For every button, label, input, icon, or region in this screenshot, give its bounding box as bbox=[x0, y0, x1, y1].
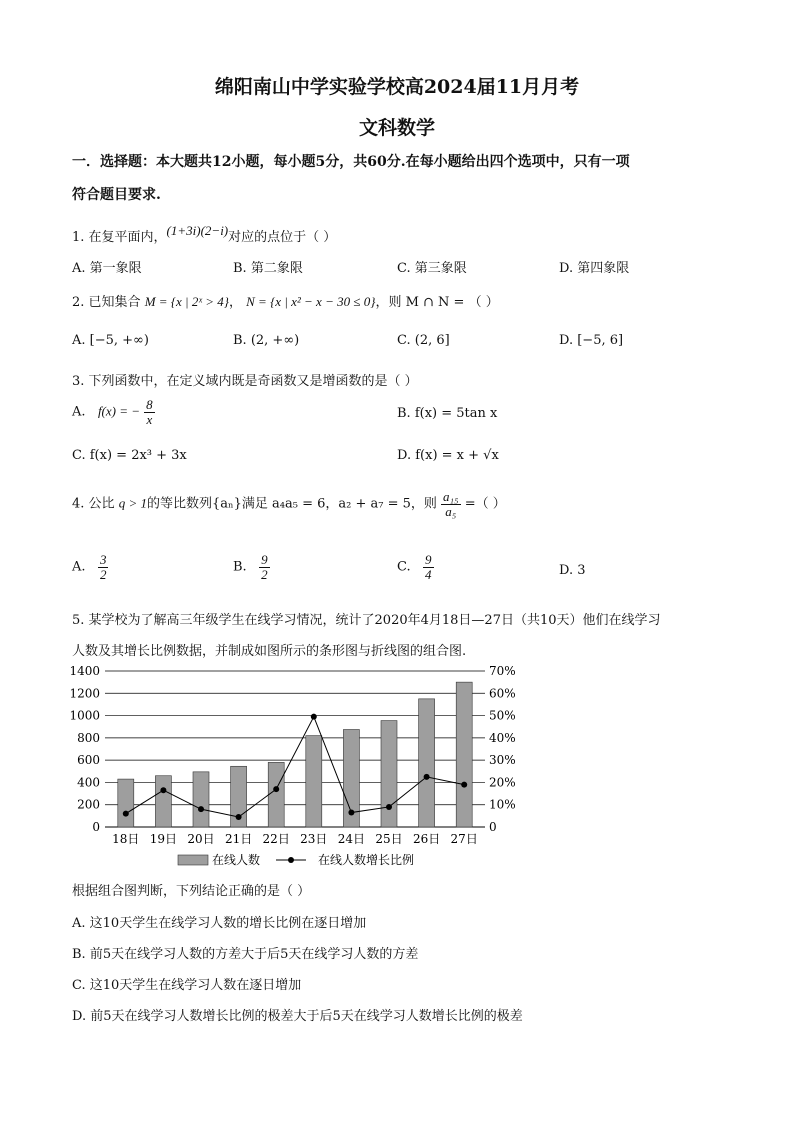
q3-option-c: C. f(x) = 2x³ + 3x bbox=[72, 448, 187, 463]
q4-option-c-fraction bbox=[423, 553, 434, 581]
q4-option-a-numerator: 3 bbox=[99, 552, 107, 567]
category-label: 20日 bbox=[187, 832, 215, 846]
q2-set-n: N = {x | x² − x − 30 ≤ 0} bbox=[246, 294, 376, 309]
category-label: 21日 bbox=[224, 832, 253, 846]
q4-prefix: 4. 公比 bbox=[72, 496, 115, 512]
q4-option-b-fraction bbox=[259, 553, 270, 581]
left-tick-label: 1200 bbox=[69, 686, 100, 701]
left-tick-label: 800 bbox=[77, 730, 100, 745]
bar bbox=[268, 762, 284, 827]
category-label: 18日 bbox=[112, 832, 140, 846]
bar bbox=[155, 776, 171, 827]
q5-stem-line2: 人数及其增长比例数据，并制成如图所示的条形图与折线图的组合图. bbox=[72, 644, 467, 659]
q4-stem bbox=[72, 490, 506, 518]
q4-suffix: =（ ） bbox=[464, 496, 506, 512]
q4-option-a-denominator: 2 bbox=[99, 566, 107, 582]
q5-option-c: C. 这10天学生在线学习人数在逐日增加 bbox=[72, 978, 302, 993]
category-label: 19日 bbox=[149, 832, 178, 846]
q2-suffix: ，则 M ∩ N = （ ） bbox=[375, 295, 499, 310]
q1-prefix: 1. 在复平面内， bbox=[72, 230, 167, 245]
q3-stem: 3. 下列函数中，在定义域内既是奇函数又是增函数的是（ ） bbox=[72, 374, 418, 389]
q1-option-a: A. 第一象限 bbox=[72, 261, 142, 276]
left-axis-ticks bbox=[69, 664, 100, 834]
q5-option-b: B. 前5天在线学习人数的方差大于后5天在线学习人数的方差 bbox=[72, 947, 419, 962]
q3-option-a-fraction bbox=[144, 398, 155, 426]
page-title: 绵阳南山中学实验学校高2024届11月月考 bbox=[214, 76, 580, 98]
combo-chart bbox=[60, 660, 530, 875]
q1-suffix: 对应的点位于（ ） bbox=[228, 230, 337, 245]
bar bbox=[193, 772, 209, 827]
q4-option-b-label: B. bbox=[233, 559, 247, 575]
legend-bar-label: 在线人数 bbox=[212, 853, 261, 867]
chart-legend bbox=[178, 852, 414, 867]
q5-option-a: A. 这10天学生在线学习人数的增长比例在逐日增加 bbox=[72, 916, 367, 931]
right-tick-label: 10% bbox=[489, 797, 516, 812]
q5-question: 根据组合图判断，下列结论正确的是（ ） bbox=[72, 884, 311, 899]
line-point bbox=[424, 774, 430, 780]
bar bbox=[456, 682, 472, 827]
left-tick-label: 400 bbox=[77, 775, 100, 790]
q4-option-c-numerator: 9 bbox=[425, 552, 432, 567]
category-label: 25日 bbox=[375, 832, 403, 846]
right-tick-label: 70% bbox=[489, 664, 516, 678]
q2-option-c: C. (2, 6] bbox=[397, 333, 450, 348]
q1-option-c: C. 第三象限 bbox=[397, 261, 467, 276]
line-point bbox=[386, 804, 392, 810]
line-point bbox=[311, 714, 317, 720]
category-label: 23日 bbox=[300, 832, 328, 846]
right-tick-label: 50% bbox=[489, 708, 516, 723]
q2-set-m: M = {x | 2ˣ > 4} bbox=[144, 294, 229, 309]
q4-option-a bbox=[72, 553, 108, 581]
legend-line-marker bbox=[288, 857, 294, 863]
page-subtitle: 文科数学 bbox=[358, 117, 435, 139]
section-heading-line1: 一．选择题：本大题共12小题，每小题5分，共60分.在每小题给出四个选项中，只有一项 bbox=[72, 154, 630, 170]
right-axis-ticks bbox=[489, 664, 516, 834]
q4-middle: 的等比数列{aₙ}满足 a₄a₅ = 6，a₂ + a₇ = 5，则 bbox=[146, 496, 437, 512]
legend-line-label: 在线人数增长比例 bbox=[318, 853, 415, 867]
q2-prefix: 2. 已知集合 bbox=[72, 295, 141, 310]
q3-option-a-numerator: 8 bbox=[146, 397, 153, 412]
category-label: 22日 bbox=[262, 832, 290, 846]
bar bbox=[118, 779, 134, 827]
q4-option-c-denominator: 4 bbox=[425, 566, 432, 582]
right-tick-label: 0 bbox=[489, 820, 497, 834]
legend-bar-swatch bbox=[178, 855, 208, 865]
q1-option-b: B. 第二象限 bbox=[233, 261, 303, 276]
line-point bbox=[236, 814, 242, 820]
q3-option-a bbox=[72, 398, 155, 426]
line-point bbox=[273, 786, 279, 792]
q4-option-b-denominator: 2 bbox=[261, 566, 268, 582]
q1-expression: (1+3i)(2−i) bbox=[166, 223, 229, 238]
q4-option-a-label: A. bbox=[72, 559, 86, 575]
q4-option-c-label: C. bbox=[397, 559, 411, 575]
q2-option-a: A. [−5, +∞) bbox=[72, 333, 149, 348]
bar bbox=[306, 736, 322, 827]
growth-line bbox=[126, 717, 464, 817]
bar bbox=[419, 699, 435, 827]
q2-stem: 2. 已知集合 M = {x | 2ˣ > 4}， N = {x | x² − x − 30 ≤ 0}，则 M ∩ N = （ ） bbox=[72, 294, 499, 310]
q1-option-d: D. 第四象限 bbox=[559, 261, 630, 276]
q2-option-b: B. (2, +∞) bbox=[233, 333, 300, 348]
q4-condition: q > 1 bbox=[118, 495, 147, 511]
right-tick-label: 60% bbox=[489, 686, 516, 701]
q4-fraction-denominator: a₅ bbox=[445, 503, 457, 519]
line-point bbox=[198, 806, 204, 812]
category-labels bbox=[112, 832, 478, 846]
line-series bbox=[123, 714, 467, 820]
category-label: 26日 bbox=[412, 832, 441, 846]
q4-option-c bbox=[397, 553, 434, 581]
q1-stem bbox=[72, 223, 337, 245]
right-tick-label: 30% bbox=[489, 753, 516, 768]
q3-option-d: D. f(x) = x + √x bbox=[397, 448, 499, 463]
left-tick-label: 1400 bbox=[69, 664, 100, 678]
line-point bbox=[461, 782, 467, 788]
bar bbox=[381, 721, 397, 827]
q4-fraction-numerator: a₁₅ bbox=[443, 489, 459, 504]
q5-stem-line1: 5. 某学校为了解高三年级学生在线学习情况，统计了2020年4月18日—27日（共10天）他们在线学习 bbox=[72, 613, 661, 628]
q4-option-d: D. 3 bbox=[559, 563, 586, 578]
q4-option-b bbox=[233, 553, 270, 581]
left-tick-label: 0 bbox=[92, 820, 100, 834]
left-tick-label: 1000 bbox=[69, 708, 100, 723]
section-heading-line2: 符合题目要求. bbox=[72, 187, 161, 203]
q3-option-a-denominator: x bbox=[146, 411, 153, 427]
right-tick-label: 40% bbox=[489, 730, 516, 745]
category-label: 27日 bbox=[450, 832, 478, 846]
q3-option-a-expr: f(x) = − bbox=[97, 403, 141, 419]
q3-option-b: B. f(x) = 5tan x bbox=[397, 406, 498, 421]
q3-option-a-label: A. bbox=[72, 404, 86, 420]
q4-fraction bbox=[441, 490, 461, 518]
line-point bbox=[123, 811, 129, 817]
right-tick-label: 20% bbox=[489, 775, 516, 790]
line-point bbox=[160, 787, 166, 793]
line-point bbox=[348, 810, 354, 816]
q2-option-d: D. [−5, 6] bbox=[559, 333, 624, 348]
q5-option-d: D. 前5天在线学习人数增长比例的极差大于后5天在线学习人数增长比例的极差 bbox=[72, 1009, 523, 1024]
q4-option-b-numerator: 9 bbox=[261, 552, 268, 567]
left-tick-label: 200 bbox=[77, 797, 100, 812]
bar-series bbox=[118, 682, 472, 827]
category-label: 24日 bbox=[337, 832, 366, 846]
left-tick-label: 600 bbox=[77, 753, 100, 768]
q4-option-a-fraction bbox=[98, 553, 109, 581]
